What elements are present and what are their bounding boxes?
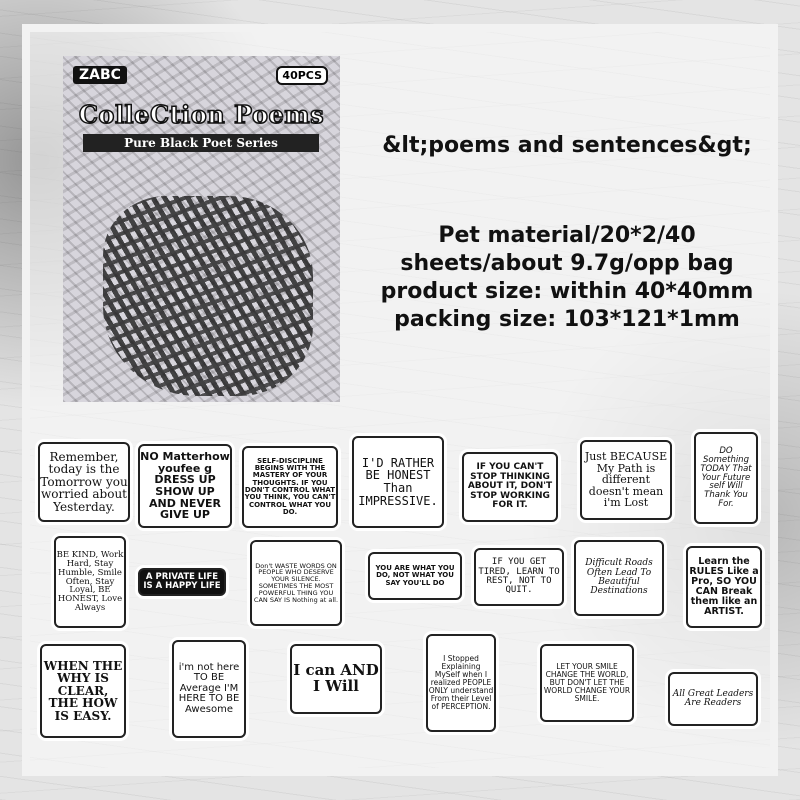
sticker-leaders: All Great Leaders Are Readers <box>668 672 758 726</box>
sticker-get-tired: IF YOU GET TIRED, LEARN TO REST, NOT TO QUIT. <box>474 548 564 606</box>
product-package-image <box>63 56 340 402</box>
product-heading: &lt;poems and sentences&gt; <box>382 133 752 158</box>
spec-line: packing size: 103*121*1mm <box>394 307 740 332</box>
spec-line: Pet material/20*2/40 <box>438 223 696 248</box>
sticker-collage <box>103 196 313 396</box>
sticker-self-discipline: SELF-DISCIPLINE BEGINS WITH THE MASTERY OF YOUR THOUGHTS. IF YOU DON'T CONTROL WHAT YOU THINK, YOU CAN'T CONTROL WHAT YOU DO. <box>242 446 338 528</box>
sticker-honest: I'D RATHER BE HONEST Than IMPRESSIVE. <box>352 436 444 528</box>
sticker-i-can: I can AND I Will <box>290 644 382 714</box>
sticker-remember: Remember, today is the Tomorrow you worried about Yesterday. <box>38 442 130 522</box>
sticker-not-average: i'm not here TO BE Average I'M HERE TO BE Awesome <box>172 640 246 738</box>
package-subtitle: Pure Black Poet Series <box>83 134 319 152</box>
sticker-learn-rules: Learn the RULES Like a Pro, SO YOU CAN Break them like an ARTIST. <box>686 546 762 628</box>
sticker-private-life: A PRIVATE LIFE IS A HAPPY LIFE <box>138 568 226 596</box>
spec-line: product size: within 40*40mm <box>380 279 754 304</box>
sticker-dress-up: NO Matterhow youfee g DRESS UP SHOW UP AND NEVER GIVE UP <box>138 444 232 528</box>
sticker-my-path: Just BECAUSE My Path is different doesn't mean i'm Lost <box>580 440 672 520</box>
count-badge: 40PCS <box>276 66 328 85</box>
sticker-be-kind: BE KIND, Work Hard, Stay Humble, Smile Often, Stay Loyal, BE HONEST, Love Always <box>54 536 126 628</box>
sticker-difficult-roads: Difficult Roads Often Lead To Beautiful Destinations <box>574 540 664 616</box>
spec-line: sheets/about 9.7g/opp bag <box>400 251 734 276</box>
sticker-you-are: YOU ARE WHAT YOU DO, NOT WHAT YOU SAY YOU'LL DO <box>368 552 462 600</box>
package-title: ColleCtion Poems <box>78 100 325 129</box>
sticker-your-smile: LET YOUR SMILE CHANGE THE WORLD, BUT DON'T LET THE WORLD CHANGE YOUR SMILE. <box>540 644 634 722</box>
sticker-when-why: WHEN THE WHY IS CLEAR, THE HOW IS EASY. <box>40 644 126 738</box>
sticker-dont-waste: Don't WASTE WORDS ON PEOPLE WHO DESERVE YOUR SILENCE. SOMETIMES THE MOST POWERFUL THING YOU CAN SAY IS Nothing at all. <box>250 540 342 626</box>
sticker-stopped-explaining: I Stopped Explaining MySelf when I realized PEOPLE ONLY understand From their Level of PERCEPTION. <box>426 634 496 732</box>
brand-logo: ZABC <box>73 66 127 84</box>
sticker-do-something: DO Something TODAY That Your Future self Will Thank You For. <box>694 432 758 524</box>
sticker-stop-thinking: IF YOU CAN'T STOP THINKING ABOUT IT, DON'T STOP WORKING FOR IT. <box>462 452 558 522</box>
product-specs <box>352 222 782 334</box>
